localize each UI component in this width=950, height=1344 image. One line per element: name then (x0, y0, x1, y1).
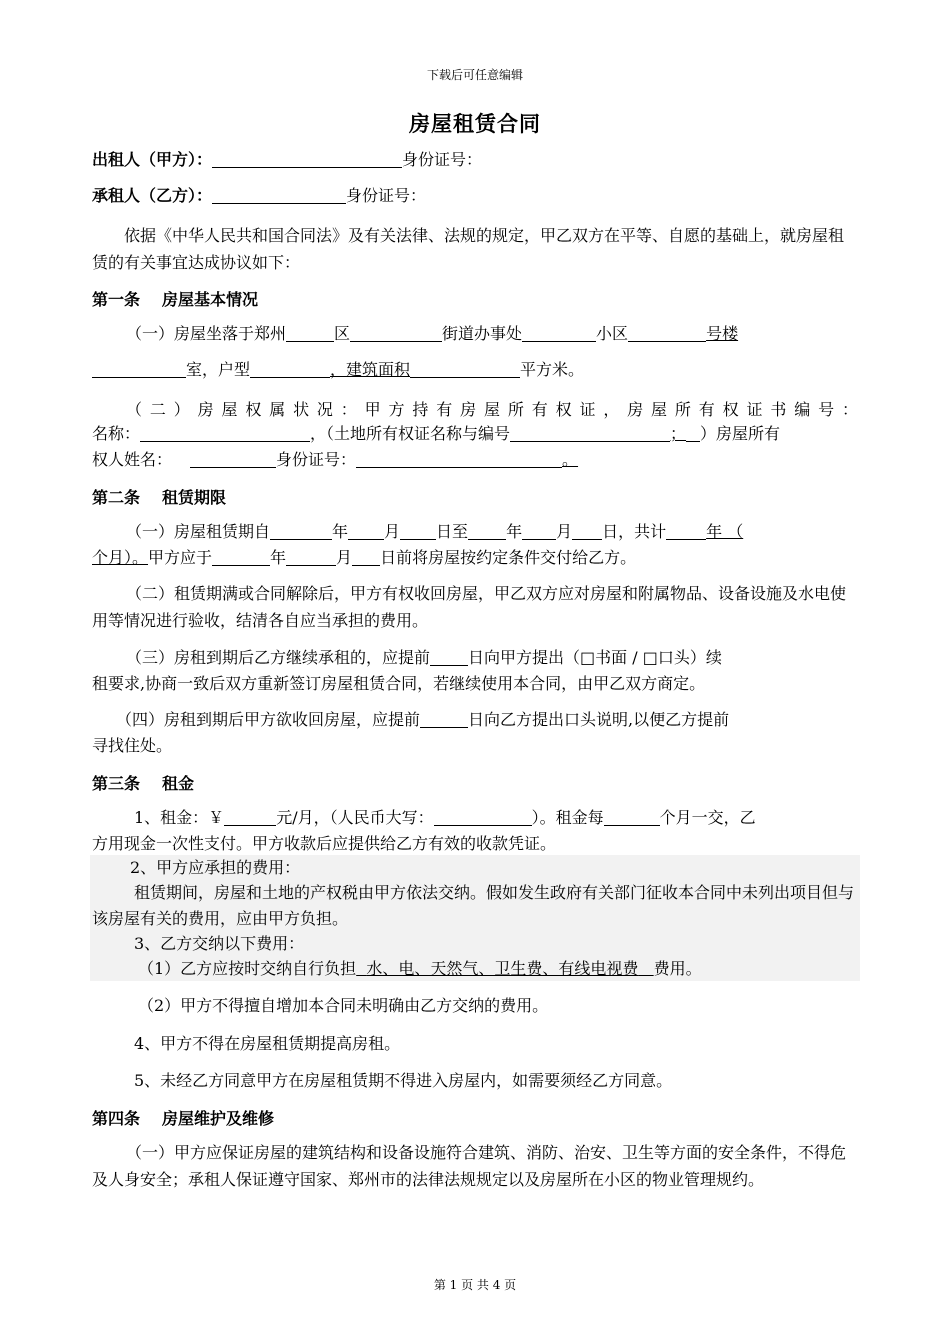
monthly-rent-blank[interactable] (224, 807, 276, 826)
art2-clause-2: （二）租赁期满或合同解除后，甲方有权收回房屋，甲乙双方应对房屋和附属物品、设备设施及水电使用等情况进行验收，结清各自应当承担的费用。 (92, 584, 847, 630)
article-1-title: 房屋基本情况 (162, 290, 259, 309)
delivery-month-blank[interactable] (286, 547, 336, 566)
art3-payment-line: 方用现金一次性支付。甲方收款后应提供给乙方有效的收款凭证。 (92, 834, 557, 853)
art3-item-2: 2、甲方应承担的费用： (130, 858, 301, 877)
article-1-heading (92, 287, 258, 310)
art1-location-line: （一）房屋坐落于郑州 区 街道办事处 小区 号楼 (126, 324, 739, 343)
art4-clause-1: （一）甲方应保证房屋的建筑结构和设备设施符合建筑、消防、治安、卫生等方面的安全条件，不得危及人身安全；承租人保证遵守国家、郑州市的法律法规规定以及房屋所在小区的物业管理规约。 (92, 1143, 847, 1189)
lessor-id-label: 身份证号： (402, 150, 483, 169)
delivery-day-blank[interactable] (352, 547, 380, 566)
art2-clause-3-line2: 租要求,协商一致后双方重新签订房屋租赁合同，若继续使用本合同，由甲乙双方商定。 (92, 674, 706, 693)
art1-room-line: 室，户型 ，建筑面积 平方米。 (92, 358, 584, 382)
notice-days-blank[interactable] (420, 709, 468, 728)
art3-item-4: 4、甲方不得在房屋租赁期提高房租。 (134, 1034, 401, 1053)
title-name-blank[interactable] (140, 423, 310, 442)
art3-item-3-1: （1）乙方应按时交纳自行负担 水、电、天然气、卫生费、有线电视费 费用。 (138, 959, 702, 978)
lessee-id-label: 身份证号： (346, 186, 427, 205)
art3-rent-line: 1、租金：￥ 元/月，（人民币大写： ）。租金每 个月一交，乙 (134, 808, 756, 827)
art1-name-line: 名称： ，（土地所有权证名称与编号 ； ）房屋所有 (92, 424, 781, 443)
land-cert-blank[interactable] (510, 423, 670, 442)
start-month-blank[interactable] (348, 521, 384, 540)
article-3-number: 第三条 (92, 774, 141, 793)
article-3-title: 租金 (162, 774, 195, 793)
article-1-number: 第一条 (92, 290, 141, 309)
building-blank[interactable] (628, 323, 706, 342)
intro-paragraph: 依据《中华人民共和国合同法》及有关法律、法规的规定，甲乙双方在平等、自愿的基础上，就房屋租赁的有关事宜达成协议如下： (92, 226, 845, 272)
lessor-label: 出租人（甲方）： (92, 150, 213, 169)
end-day-blank[interactable] (572, 521, 602, 540)
art2-delivery-line: 个月）。甲方应于 年 月 日前将房屋按约定条件交付给乙方。 (92, 548, 637, 567)
art2-clause-4-line1: （四）房租到期后甲方欲收回房屋，应提前 日向乙方提出口头说明,以便乙方提前 (116, 710, 730, 729)
delivery-year-blank[interactable] (212, 547, 270, 566)
start-year-blank[interactable] (270, 521, 332, 540)
page-footer: 第 1 页 共 4 页 (433, 1278, 517, 1292)
article-4-heading (92, 1106, 274, 1129)
end-year-blank[interactable] (468, 521, 506, 540)
start-day-blank[interactable] (400, 521, 436, 540)
article-2-heading (92, 485, 226, 508)
lessor-name-blank[interactable] (212, 149, 402, 168)
art2-term-line: （一）房屋租赁期自 年 月 日至 年 月 日，共计 年 （ (126, 522, 744, 541)
room-blank[interactable] (92, 359, 186, 378)
renewal-days-blank[interactable] (430, 647, 468, 666)
art1-owner-line: 权人姓名： 身份证号： 。 (92, 450, 579, 469)
lessee-name-blank[interactable] (212, 185, 346, 204)
lessee-line (92, 184, 426, 208)
art2-clause-3-line1: （三）房租到期后乙方继续承租的，应提前 日向甲方提出（□书面 / □口头）续 (126, 648, 722, 667)
art3-item-3: 3、乙方交纳以下费用： (134, 934, 305, 953)
area-blank[interactable] (410, 359, 520, 378)
header-note: 下载后可任意编辑 (426, 68, 523, 82)
art3-item-3-2: （2）甲方不得擅自增加本合同未明确由乙方交纳的费用。 (138, 996, 549, 1015)
article-2-title: 租赁期限 (162, 488, 227, 507)
owner-name-blank[interactable] (190, 449, 276, 468)
tenant-fees-list: 水、电、天然气、卫生费、有线电视费 (366, 959, 639, 978)
owner-id-blank[interactable] (356, 449, 562, 468)
article-3-heading (92, 771, 194, 794)
article-2-number: 第二条 (92, 488, 141, 507)
layout-blank[interactable] (250, 359, 330, 378)
lessor-line (92, 148, 482, 172)
term-years-blank[interactable] (666, 521, 706, 540)
contract-title: 房屋租赁合同 (409, 111, 541, 136)
district-blank[interactable] (286, 323, 334, 342)
art1-ownership-line: （二）房屋权属状况：甲方持有房屋所有权证，房屋所有权证书编号： (126, 400, 858, 419)
end-month-blank[interactable] (522, 521, 556, 540)
community-blank[interactable] (522, 323, 596, 342)
art3-item-2-text: 租赁期间，房屋和土地的产权税由甲方依法交纳。假如发生政府有关部门征收本合同中未列出项目但与该房屋有关的费用，应由甲方负担。 (92, 883, 855, 928)
payment-interval-blank[interactable] (604, 807, 660, 826)
street-office-blank[interactable] (350, 323, 442, 342)
lessee-label: 承租人（乙方）： (92, 186, 213, 205)
art2-clause-4-line2: 寻找住处。 (92, 736, 173, 755)
rent-in-words-blank[interactable] (434, 807, 532, 826)
article-4-title: 房屋维护及维修 (162, 1109, 275, 1128)
art3-item-5: 5、未经乙方同意甲方在房屋租赁期不得进入房屋内，如需要须经乙方同意。 (134, 1071, 673, 1090)
article-4-number: 第四条 (92, 1109, 141, 1128)
